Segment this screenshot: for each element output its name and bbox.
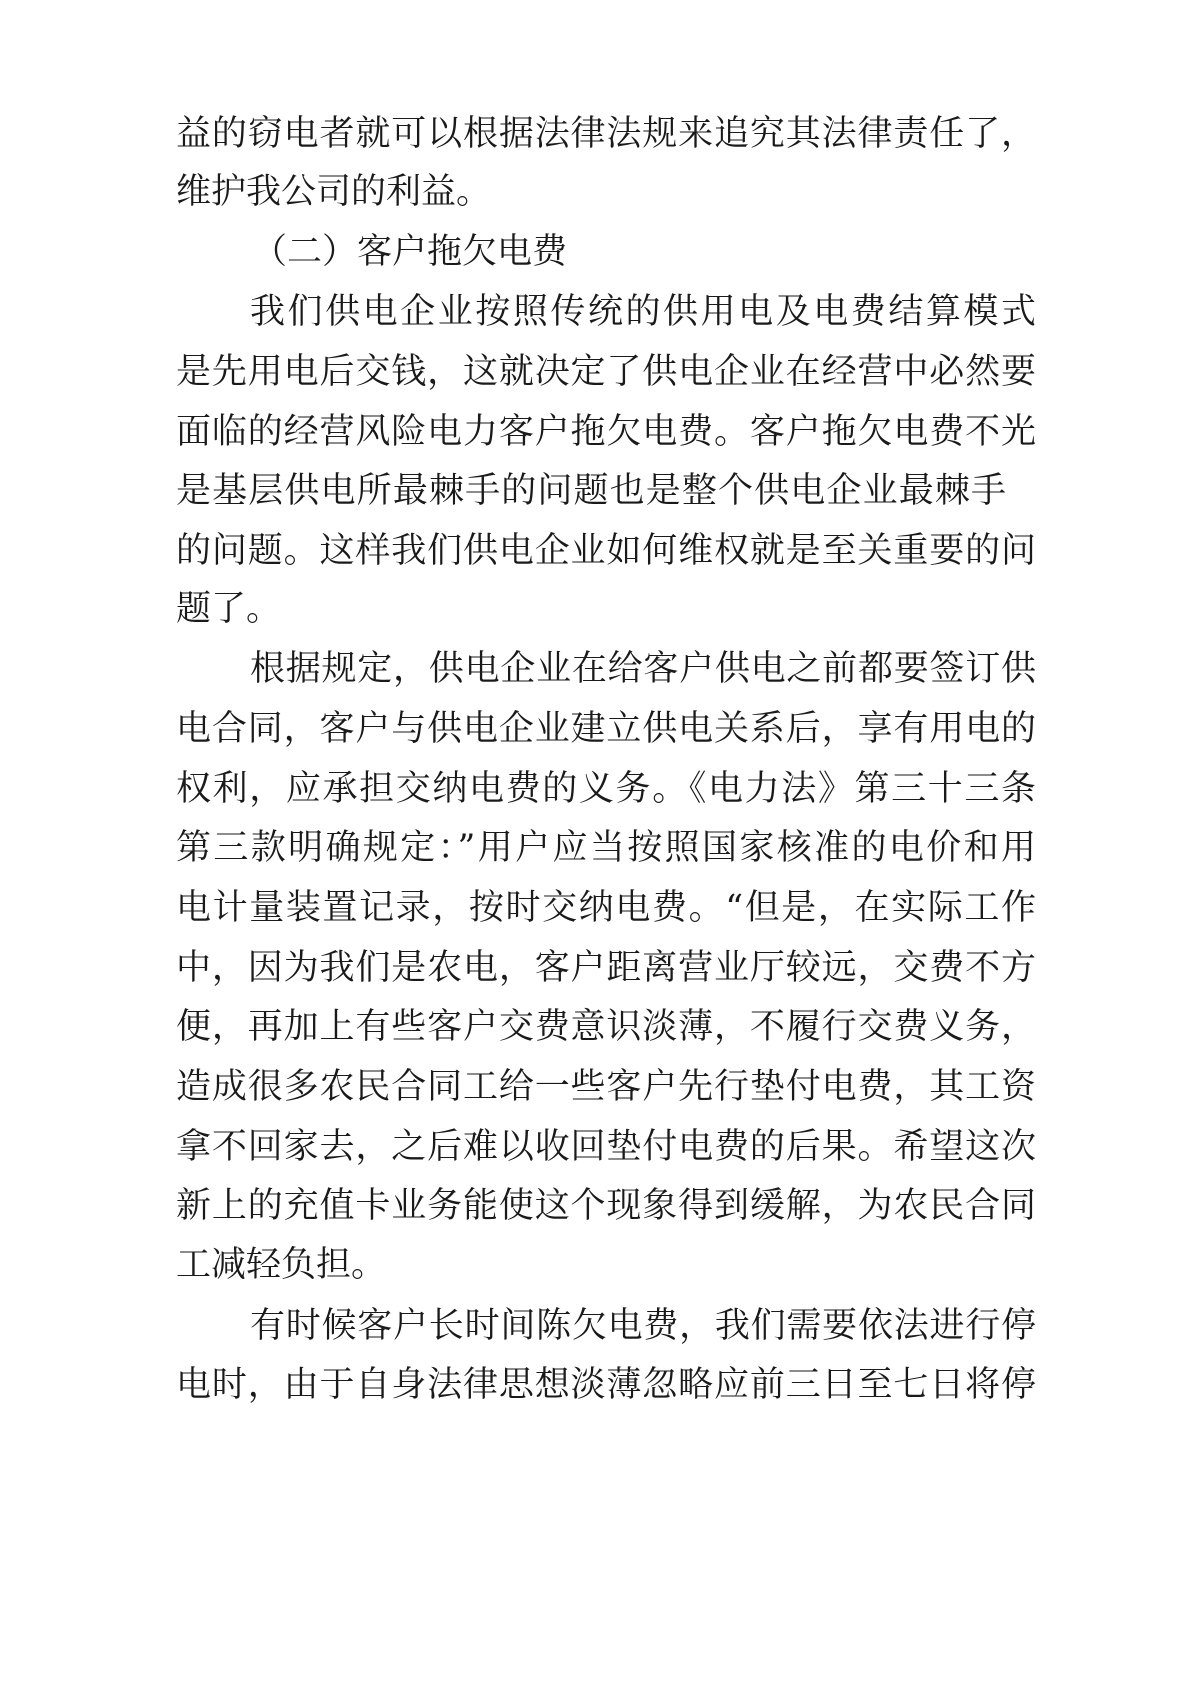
- text-line: 权利，应承担交纳电费的义务。《电力法》第三十三条: [176, 769, 1036, 809]
- section-heading: （二）客户拖欠电费: [252, 232, 568, 272]
- text-line: 电计量装置记录，按时交纳电费。“但是，在实际工作: [176, 888, 1036, 928]
- text-line: 电时，由于自身法律思想淡薄忽略应前三日至七日将停: [176, 1365, 1036, 1405]
- text-line: 便，再加上有些客户交费意识淡薄，不履行交费义务，: [176, 1007, 1036, 1047]
- text-line: 拿不回家去，之后难以收回垫付电费的后果。希望这次: [176, 1127, 1036, 1167]
- text-line: 造成很多农民合同工给一些客户先行垫付电费，其工资: [176, 1067, 1036, 1107]
- text-line: 是基层供电所最棘手的问题也是整个供电企业最棘手: [176, 471, 1006, 511]
- text-line: 是先用电后交钱，这就决定了供电企业在经营中必然要: [176, 352, 1036, 392]
- text-line: 根据规定，供电企业在给客户供电之前都要签订供: [250, 649, 1036, 689]
- text-line: 第三款明确规定：”用户应当按照国家核准的电价和用: [176, 828, 1036, 868]
- text-line: 中，因为我们是农电，客户距离营业厅较远，交费不方: [176, 948, 1036, 988]
- text-line: 益的窃电者就可以根据法律法规来追究其法律责任了，: [176, 114, 1036, 154]
- text-line: 我们供电企业按照传统的供用电及电费结算模式: [250, 292, 1036, 332]
- text-line: 面临的经营风险电力客户拖欠电费。客户拖欠电费不光: [176, 412, 1036, 452]
- text-line: 的问题。这样我们供电企业如何维权就是至关重要的问: [176, 531, 1036, 571]
- text-line: 维护我公司的利益。: [176, 172, 492, 212]
- text-line: 题了。: [176, 589, 282, 629]
- text-line: 新上的充值卡业务能使这个现象得到缓解，为农民合同: [176, 1186, 1036, 1226]
- text-line: 电合同，客户与供电企业建立供电关系后，享有用电的: [176, 709, 1036, 749]
- text-line: 工减轻负担。: [176, 1245, 387, 1285]
- text-line: 有时候客户长时间陈欠电费，我们需要依法进行停: [250, 1306, 1036, 1346]
